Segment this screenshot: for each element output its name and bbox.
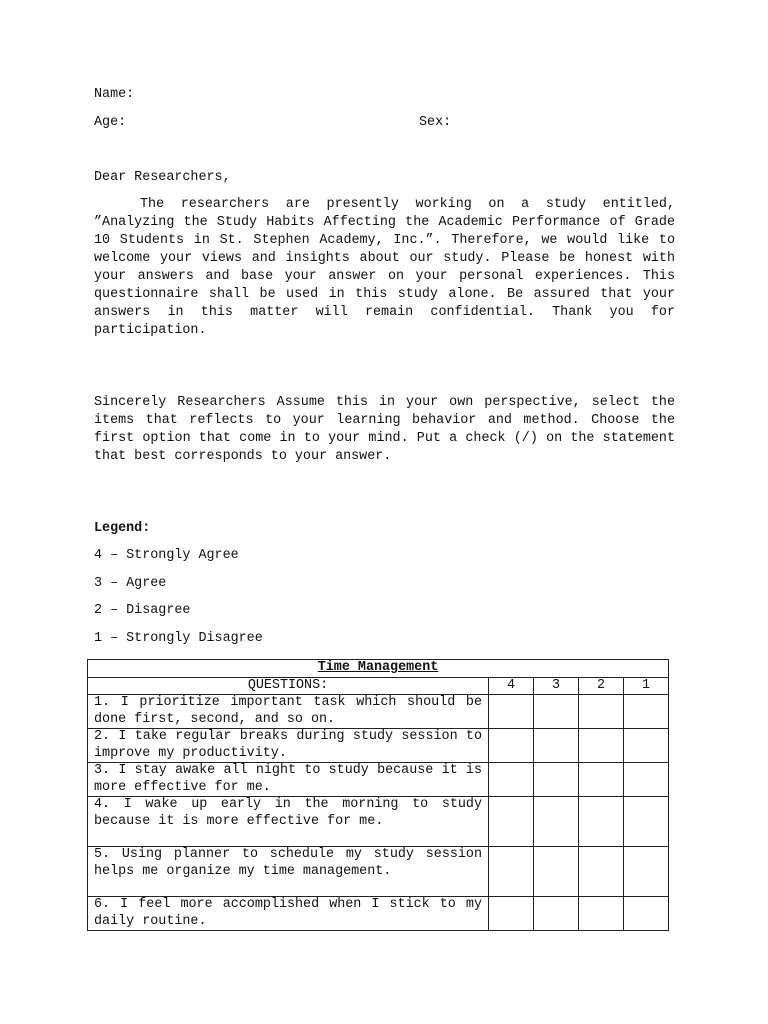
- answer-cell-2[interactable]: [579, 763, 624, 797]
- answer-cell-4[interactable]: [489, 763, 534, 797]
- questions-header: QUESTIONS:: [88, 677, 489, 695]
- instructions-paragraph: Sincerely Researchers Assume this in your own perspective, select the items that reflects to your learning behavior and method. Choose the first option that come in to your mind. Put a check (/) on the statement that best corresponds to your answer.: [94, 395, 675, 464]
- question-text: 3. I stay awake all night to study because it is more effective for me.: [88, 763, 489, 797]
- name-label: Name:: [94, 87, 135, 102]
- answer-cell-1[interactable]: [624, 729, 669, 763]
- answer-cell-3[interactable]: [534, 729, 579, 763]
- table-row: [88, 847, 669, 897]
- question-text: 2. I take regular breaks during study session to improve my productivity.: [88, 729, 489, 763]
- scale-header-2: 2: [579, 677, 624, 695]
- answer-cell-1[interactable]: [624, 695, 669, 729]
- scale-header-1: 1: [624, 677, 669, 695]
- answer-cell-2[interactable]: [579, 695, 624, 729]
- table-row: [88, 897, 669, 931]
- answer-cell-3[interactable]: [534, 797, 579, 847]
- answer-cell-3[interactable]: [534, 897, 579, 931]
- question-text: 1. I prioritize important task which should be done first, second, and so on.: [88, 695, 489, 729]
- legend-item-3: 3 – Agree: [94, 576, 167, 591]
- intro-paragraph: The researchers are presently working on a study entitled, ”Analyzing the Study Habits Affecting the Academic Performance of Grade 10 Students in St. Stephen Academy, Inc.”. Therefore, we would like to welcome your views and insights about our study. Please be honest with your answers and base your answer on your personal experiences. This questionnaire shall be used in this study alone. Be assured that your answers in this matter will remain confidential. Thank you for participation.: [94, 197, 675, 338]
- answer-cell-2[interactable]: [579, 797, 624, 847]
- age-label: Age:: [94, 115, 127, 130]
- scale-header-4: 4: [489, 677, 534, 695]
- answer-cell-2[interactable]: [579, 897, 624, 931]
- question-text: 4. I wake up early in the morning to study because it is more effective for me.: [88, 797, 489, 847]
- table-row: [88, 763, 669, 797]
- answer-cell-1[interactable]: [624, 797, 669, 847]
- table-row: [88, 797, 669, 847]
- table-title: [88, 660, 669, 678]
- answer-cell-4[interactable]: [489, 897, 534, 931]
- table-row: [88, 695, 669, 729]
- question-text: 6. I feel more accomplished when I stick to my daily routine.: [88, 897, 489, 931]
- scale-header-3: 3: [534, 677, 579, 695]
- legend-title: Legend:: [94, 521, 151, 536]
- legend-item-4: 4 – Strongly Agree: [94, 548, 239, 563]
- answer-cell-1[interactable]: [624, 847, 669, 897]
- answer-cell-4[interactable]: [489, 847, 534, 897]
- salutation: Dear Researchers,: [94, 170, 231, 185]
- answer-cell-4[interactable]: [489, 729, 534, 763]
- sex-label: Sex:: [419, 115, 452, 130]
- time-management-table: [87, 659, 669, 931]
- answer-cell-2[interactable]: [579, 729, 624, 763]
- answer-cell-3[interactable]: [534, 847, 579, 897]
- answer-cell-1[interactable]: [624, 897, 669, 931]
- answer-cell-3[interactable]: [534, 763, 579, 797]
- table-title-row: [88, 660, 669, 678]
- legend-item-2: 2 – Disagree: [94, 603, 191, 618]
- legend-item-1: 1 – Strongly Disagree: [94, 631, 263, 646]
- answer-cell-3[interactable]: [534, 695, 579, 729]
- table-row: [88, 729, 669, 763]
- answer-cell-2[interactable]: [579, 847, 624, 897]
- answer-cell-4[interactable]: [489, 797, 534, 847]
- table-title-text: Time Management: [317, 660, 439, 675]
- answer-cell-4[interactable]: [489, 695, 534, 729]
- table-header-row: [88, 677, 669, 695]
- answer-cell-1[interactable]: [624, 763, 669, 797]
- question-text: 5. Using planner to schedule my study session helps me organize my time management.: [88, 847, 489, 897]
